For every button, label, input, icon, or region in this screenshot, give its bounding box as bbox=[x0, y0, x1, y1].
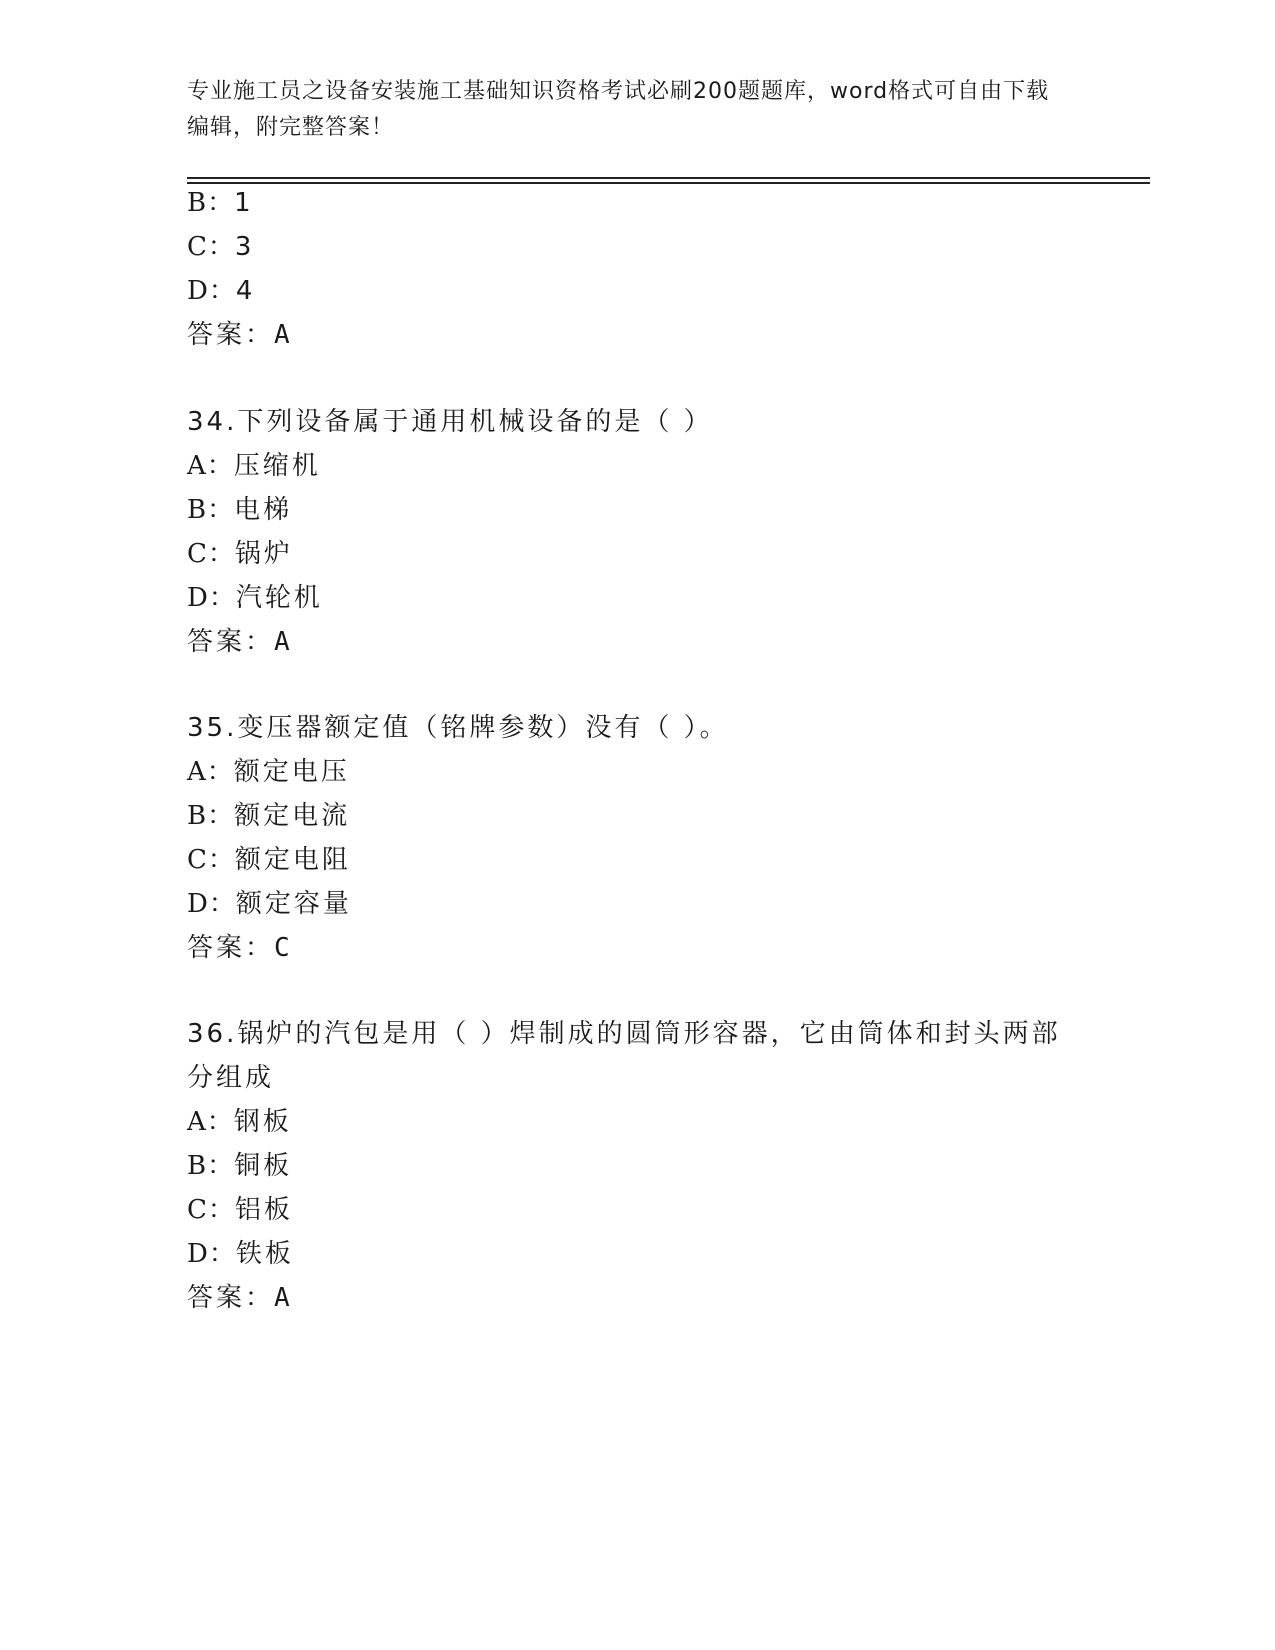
option-letter: B： bbox=[187, 495, 235, 525]
option-c bbox=[187, 230, 254, 264]
option-b bbox=[187, 186, 254, 220]
option-d bbox=[187, 274, 255, 308]
question-36-stem-line2: 分组成 bbox=[187, 1063, 275, 1093]
option-letter: A： bbox=[187, 451, 234, 481]
header-divider-bottom bbox=[187, 182, 1150, 184]
option-letter: C： bbox=[187, 1195, 235, 1225]
option-text: 额定电流 bbox=[234, 801, 351, 831]
option-text: 1 bbox=[234, 188, 254, 218]
option-a bbox=[187, 755, 350, 789]
option-letter: B： bbox=[187, 1151, 235, 1181]
option-c bbox=[187, 1193, 293, 1227]
question-34-stem: 34.下列设备属于通用机械设备的是（ ） bbox=[187, 407, 713, 437]
option-b bbox=[187, 493, 292, 527]
question-35-stem: 35.变压器额定值（铭牌参数）没有（ ）。 bbox=[187, 713, 729, 743]
option-a bbox=[187, 1105, 292, 1139]
option-letter: C： bbox=[187, 232, 235, 262]
answer-label: 答案： bbox=[187, 1283, 275, 1313]
option-c bbox=[187, 537, 293, 571]
answer-line bbox=[187, 931, 293, 965]
option-text: 压缩机 bbox=[233, 451, 321, 481]
option-text: 电梯 bbox=[234, 495, 293, 525]
answer-value: A bbox=[274, 320, 293, 350]
header-divider-top bbox=[187, 177, 1150, 179]
answer-label: 答案： bbox=[187, 933, 275, 963]
answer-line bbox=[187, 318, 293, 352]
option-c bbox=[187, 843, 351, 877]
option-d bbox=[187, 887, 352, 921]
option-letter: D： bbox=[187, 889, 236, 919]
option-text: 额定容量 bbox=[235, 889, 352, 919]
option-letter: B： bbox=[187, 188, 235, 218]
option-text: 铜板 bbox=[234, 1151, 293, 1181]
option-b bbox=[187, 799, 350, 833]
option-letter: C： bbox=[187, 539, 235, 569]
option-b bbox=[187, 1149, 292, 1183]
option-text: 3 bbox=[234, 232, 255, 262]
answer-label: 答案： bbox=[187, 320, 275, 350]
option-text: 额定电压 bbox=[233, 757, 350, 787]
option-a bbox=[187, 449, 321, 483]
option-letter: D： bbox=[187, 276, 236, 306]
option-text: 锅炉 bbox=[234, 539, 293, 569]
option-letter: A： bbox=[187, 1107, 234, 1137]
answer-value: C bbox=[274, 933, 293, 963]
answer-label: 答案： bbox=[187, 627, 275, 657]
option-text: 铁板 bbox=[235, 1239, 294, 1269]
option-text: 铝板 bbox=[234, 1195, 293, 1225]
option-letter: C： bbox=[187, 845, 235, 875]
option-text: 钢板 bbox=[233, 1107, 292, 1137]
option-d bbox=[187, 581, 323, 615]
answer-value: A bbox=[274, 1283, 293, 1313]
option-letter: D： bbox=[187, 1239, 236, 1269]
option-d bbox=[187, 1237, 294, 1271]
answer-line bbox=[187, 1281, 293, 1315]
answer-value: A bbox=[274, 627, 293, 657]
option-text: 额定电阻 bbox=[234, 845, 351, 875]
option-letter: A： bbox=[187, 757, 234, 787]
document-header: 专业施工员之设备安装施工基础知识资格考试必刷200题题库，word格式可自由下载编辑，附完整答案！ bbox=[187, 79, 1050, 140]
option-letter: D： bbox=[187, 583, 236, 613]
option-text: 4 bbox=[235, 276, 256, 306]
option-letter: B： bbox=[187, 801, 235, 831]
option-text: 汽轮机 bbox=[235, 583, 323, 613]
answer-line bbox=[187, 625, 293, 659]
question-36-stem-line1: 36.锅炉的汽包是用（ ）焊制成的圆筒形容器，它由筒体和封头两部 bbox=[187, 1019, 1061, 1049]
